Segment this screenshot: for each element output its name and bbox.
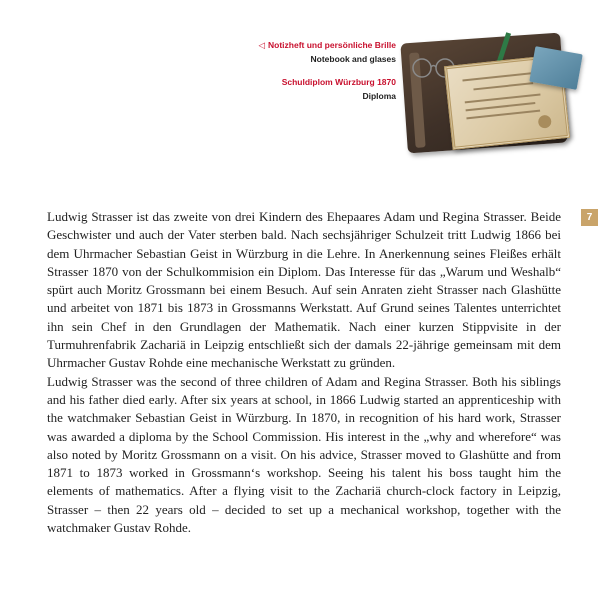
paragraph-english: Ludwig Strasser was the second of three children of Adam and Regina Strasser. Both his siblings and his father died early. After six years at school, in 1866 Ludwig started an apprenticeship with the watchmaker Sebastian Geist in Würzburg. In 1870, in recognition of his hard work, Strasser was awarded a diploma by the School Commission. His interest in the „why and wherefore“ was also noted by Moritz Grossmann on a visit. On his advice, Strasser moved to Glashütte and from 1871 to 1873 worked in Grossmann‘s workshop. Seeing his talent his boss taught him the elements of mathematics. After a flying visit to the Zachariä church-clock factory in Leipzig, Strasser – then 22 years old – decided to set up a mechanical workshop, together with the watchmaker Gustav Rohde. xyxy=(47,373,561,536)
caption-diploma-de: Schuldiplom Würzburg 1870 xyxy=(281,77,396,87)
caption-diploma-en: Diploma xyxy=(362,91,396,101)
caption-notebook-en: Notebook and glases xyxy=(310,54,396,64)
paragraph-german: Ludwig Strasser ist das zweite von drei Kindern des Ehepaares Adam und Regina Strasser. Beide Geschwister und auch der Vater sterben bald. Nach sechsjähriger Schulzeit tritt Ludwig 1866 bei dem Uhrmacher Sebastian Geist in Würzburg in die Lehre. In Anerkennung seines Fleißes erhält Strasser 1870 von der Schulkommision ein Diplom. Das Interesse für das „Warum und Weshalb“ spürt auch Moritz Grossmann bei einem Besuch. Auf sein Anraten zieht Strasser nach Glashütte und arbeitet von 1871 bis 1873 in Grossmanns Werkstatt. Auf Grund seines Talentes unterrichtet ihn sein Chef in den Grundlagen der Mathematik. Nach einer kurzen Stippvisite in der Turmuhrenfabrik Zachariä in Leipzig entschließt sich der damals 22-jährige gemeinsam mit dem Uhrmacher Gustav Rohde eine mechanische Werkstatt zu gründen. xyxy=(47,209,561,371)
notebook-diploma-photo xyxy=(404,32,584,150)
caption-notebook-de xyxy=(196,38,396,52)
photo-caption xyxy=(196,38,396,103)
left-arrow-icon: ◁ xyxy=(258,40,266,50)
body-text xyxy=(47,208,561,537)
caption-notebook-de-text: Notizheft und persönliche Brille xyxy=(268,40,396,50)
page-number-badge: 7 xyxy=(581,209,598,226)
